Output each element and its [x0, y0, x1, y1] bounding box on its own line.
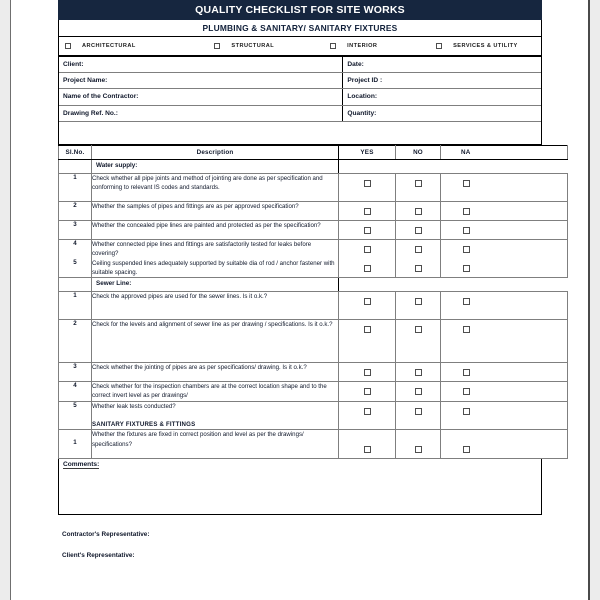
discipline-selector-row: [58, 37, 542, 56]
checkbox-no-icon[interactable]: [415, 180, 422, 187]
table-row: [59, 382, 568, 402]
row-sl-no: 2: [59, 202, 92, 221]
checkbox-yes-icon[interactable]: [364, 227, 371, 234]
row-checkbox-yes[interactable]: [339, 430, 396, 459]
section-sl-blank: [59, 160, 92, 174]
discipline-structural-label: STRUCTURAL: [231, 43, 275, 49]
document-page: [10, 0, 590, 600]
row-checkbox-yes[interactable]: [339, 221, 396, 240]
discipline-services-utility-label: SERVICES & UTILITY: [453, 43, 518, 49]
section-no-blank: [396, 278, 441, 292]
table-row: [59, 430, 568, 459]
row-description: Check whether the jointing of pipes are as per specifications/ drawing. Is it o.k.?: [92, 363, 339, 382]
info-row-project: [59, 73, 541, 90]
checkbox-na-icon[interactable]: [463, 227, 470, 234]
row-checkbox-no[interactable]: [396, 363, 441, 382]
row-checkbox-no[interactable]: [396, 292, 441, 320]
comments-label: Comments:: [63, 461, 100, 469]
checkbox-yes-icon[interactable]: [364, 208, 371, 215]
section-yes-blank: [339, 278, 396, 292]
checkbox-services-utility-icon[interactable]: [436, 43, 442, 49]
section-heading-row: [59, 278, 568, 292]
checkbox-na-icon[interactable]: [463, 326, 470, 333]
document-subtitle: PLUMBING & SANITARY/ SANITARY FIXTURES: [58, 20, 542, 37]
header-description: Description: [92, 146, 339, 160]
row-description: Check for the levels and alignment of sewer line as per drawing / specifications. Is it o.k.?: [92, 320, 339, 363]
row-checkbox-na[interactable]: [441, 401, 568, 430]
section-heading-water-supply: Water supply:: [92, 160, 339, 174]
row-sl-no: 1: [59, 174, 92, 202]
checkbox-na-icon[interactable]: [463, 246, 470, 253]
checklist-sheet: [58, 0, 542, 559]
discipline-structural[interactable]: [208, 43, 324, 49]
row-checkbox-yes[interactable]: [339, 320, 396, 363]
checklist-table: [58, 145, 568, 459]
section-heading-row: [59, 160, 568, 174]
row-checkbox-na[interactable]: [441, 382, 568, 402]
checkbox-no-icon[interactable]: [415, 326, 422, 333]
table-header-row: [59, 146, 568, 160]
checkbox-no-icon[interactable]: [415, 446, 422, 453]
table-row: [59, 292, 568, 320]
header-no: NO: [396, 146, 441, 160]
field-contractor-name[interactable]: Name of the Contractor:: [59, 89, 343, 105]
row-checkbox-no[interactable]: [396, 202, 441, 221]
row-subheading-sanitary-fixtures: SANITARY FIXTURES & FITTINGS: [92, 421, 196, 428]
field-drawing-ref[interactable]: Drawing Ref. No.:: [59, 106, 343, 122]
checkbox-yes-icon[interactable]: [364, 369, 371, 376]
row-sl-no: 2: [59, 320, 92, 363]
row-description: Check whether for the inspection chambers are at the correct location shape and to the correct invert level as per drawings/: [92, 382, 339, 402]
project-info-grid: [58, 56, 542, 145]
checkbox-yes-icon[interactable]: [364, 446, 371, 453]
table-row: [59, 221, 568, 240]
row-description: Whether connected pipe lines and fittings are satisfactorily tested for leaks before covering?: [92, 240, 339, 259]
table-row: [59, 363, 568, 382]
checkbox-no-icon[interactable]: [415, 208, 422, 215]
row-checkbox-yes[interactable]: [339, 363, 396, 382]
checkbox-structural-icon[interactable]: [214, 43, 220, 49]
section-yes-blank: [339, 160, 396, 174]
checkbox-na-icon[interactable]: [463, 180, 470, 187]
row-description: Ceiling suspended lines adequately supported by suitable dia of rod / anchor fastener with suitable spacing.: [92, 259, 339, 278]
info-blank-block: [59, 122, 541, 145]
field-client[interactable]: Client:: [59, 57, 343, 72]
row-sl-no: 1: [59, 430, 92, 459]
checkbox-na-icon[interactable]: [463, 388, 470, 395]
field-quantity[interactable]: Quantity:: [347, 109, 377, 117]
row-checkbox-na[interactable]: [441, 202, 568, 221]
checkbox-na-icon[interactable]: [463, 265, 470, 272]
header-na: NA: [441, 146, 568, 160]
row-description-text: Whether leak tests conducted?: [92, 402, 176, 410]
checkbox-na-icon[interactable]: [463, 408, 470, 415]
checkbox-no-icon[interactable]: [415, 227, 422, 234]
section-na-blank: [441, 278, 568, 292]
row-checkbox-yes[interactable]: [339, 382, 396, 402]
checkbox-yes-icon[interactable]: [364, 326, 371, 333]
checkbox-na-icon[interactable]: [463, 446, 470, 453]
row-sl-no: 3: [59, 221, 92, 240]
row-description: Whether the concealed pipe lines are painted and protected as per the specification?: [92, 221, 339, 240]
field-project-id[interactable]: Project ID :: [347, 76, 383, 84]
row-checkbox-na[interactable]: [441, 221, 568, 240]
section-na-blank: [441, 160, 568, 174]
header-yes: YES: [339, 146, 396, 160]
section-heading-sewer-line: Sewer Line:: [92, 278, 339, 292]
checkbox-na-icon[interactable]: [463, 369, 470, 376]
row-sl-no: 3: [59, 363, 92, 382]
row-description: Check whether all pipe joints and method of jointing are done as per specification and conforming to relevant IS codes and standards.: [92, 174, 339, 202]
row-checkbox-no[interactable]: [396, 221, 441, 240]
row-description: [92, 401, 339, 430]
table-row: [59, 401, 568, 430]
discipline-architectural-label: ARCHITECTURAL: [82, 43, 136, 49]
checkbox-no-icon[interactable]: [415, 298, 422, 305]
row-checkbox-no[interactable]: [396, 259, 441, 278]
section-sl-blank: [59, 278, 92, 292]
header-sl-no: Sl.No.: [59, 146, 92, 160]
row-checkbox-na[interactable]: [441, 174, 568, 202]
checkbox-architectural-icon[interactable]: [65, 43, 71, 49]
checkbox-no-icon[interactable]: [415, 408, 422, 415]
discipline-services-utility[interactable]: [430, 43, 541, 49]
row-checkbox-no[interactable]: [396, 401, 441, 430]
row-checkbox-na[interactable]: [441, 292, 568, 320]
row-description: Whether the samples of pipes and fittings are as per approved specification?: [92, 202, 339, 221]
checkbox-no-icon[interactable]: [415, 265, 422, 272]
comments-box[interactable]: [58, 459, 542, 515]
table-row: [59, 240, 568, 259]
row-description: Whether the fixtures are fixed in correct position and level as per the drawings/ specifications?: [92, 430, 339, 459]
field-date[interactable]: Date:: [347, 61, 364, 68]
checkbox-na-icon[interactable]: [463, 298, 470, 305]
row-sl-no: 4: [59, 240, 92, 259]
info-row-drawing: [59, 106, 541, 123]
row-checkbox-yes[interactable]: [339, 401, 396, 430]
row-checkbox-no[interactable]: [396, 174, 441, 202]
checkbox-yes-icon[interactable]: [364, 180, 371, 187]
row-checkbox-na[interactable]: [441, 363, 568, 382]
table-row: [59, 202, 568, 221]
row-sl-no: 4: [59, 382, 92, 402]
discipline-interior[interactable]: [324, 43, 430, 49]
checkbox-yes-icon[interactable]: [364, 265, 371, 272]
signature-client-representative[interactable]: Client's Representative:: [62, 552, 135, 560]
row-checkbox-no[interactable]: [396, 320, 441, 363]
field-project-name[interactable]: Project Name:: [59, 73, 343, 89]
table-row: [59, 174, 568, 202]
info-row-client-date: [59, 56, 541, 73]
row-sl-no: 1: [59, 292, 92, 320]
document-title: QUALITY CHECKLIST FOR SITE WORKS: [58, 0, 542, 20]
table-row: [59, 320, 568, 363]
row-checkbox-yes[interactable]: [339, 240, 396, 259]
row-checkbox-yes[interactable]: [339, 292, 396, 320]
row-checkbox-no[interactable]: [396, 240, 441, 259]
row-checkbox-na[interactable]: [441, 240, 568, 259]
row-checkbox-na[interactable]: [441, 430, 568, 459]
field-location[interactable]: Location:: [347, 93, 378, 100]
discipline-interior-label: INTERIOR: [347, 43, 378, 49]
row-checkbox-na[interactable]: [441, 320, 568, 363]
checkbox-no-icon[interactable]: [415, 246, 422, 253]
row-checkbox-na[interactable]: [441, 259, 568, 278]
checkbox-yes-icon[interactable]: [364, 408, 371, 415]
row-checkbox-yes[interactable]: [339, 174, 396, 202]
checkbox-no-icon[interactable]: [415, 388, 422, 395]
row-sl-no: 5: [59, 259, 92, 278]
row-sl-no: 5: [59, 401, 92, 430]
section-no-blank: [396, 160, 441, 174]
row-checkbox-no[interactable]: [396, 382, 441, 402]
checkbox-yes-icon[interactable]: [364, 388, 371, 395]
checkbox-yes-icon[interactable]: [364, 298, 371, 305]
checkbox-interior-icon[interactable]: [330, 43, 336, 49]
row-checkbox-no[interactable]: [396, 430, 441, 459]
discipline-architectural[interactable]: [59, 43, 208, 49]
signature-contractor-representative[interactable]: Contractor's Representative:: [62, 531, 150, 539]
checkbox-yes-icon[interactable]: [364, 246, 371, 253]
row-checkbox-yes[interactable]: [339, 259, 396, 278]
table-row: [59, 259, 568, 278]
info-row-contractor: [59, 89, 541, 106]
row-checkbox-yes[interactable]: [339, 202, 396, 221]
checkbox-no-icon[interactable]: [415, 369, 422, 376]
checkbox-na-icon[interactable]: [463, 208, 470, 215]
row-description: Check the approved pipes are used for the sewer lines. Is it o.k.?: [92, 292, 339, 320]
